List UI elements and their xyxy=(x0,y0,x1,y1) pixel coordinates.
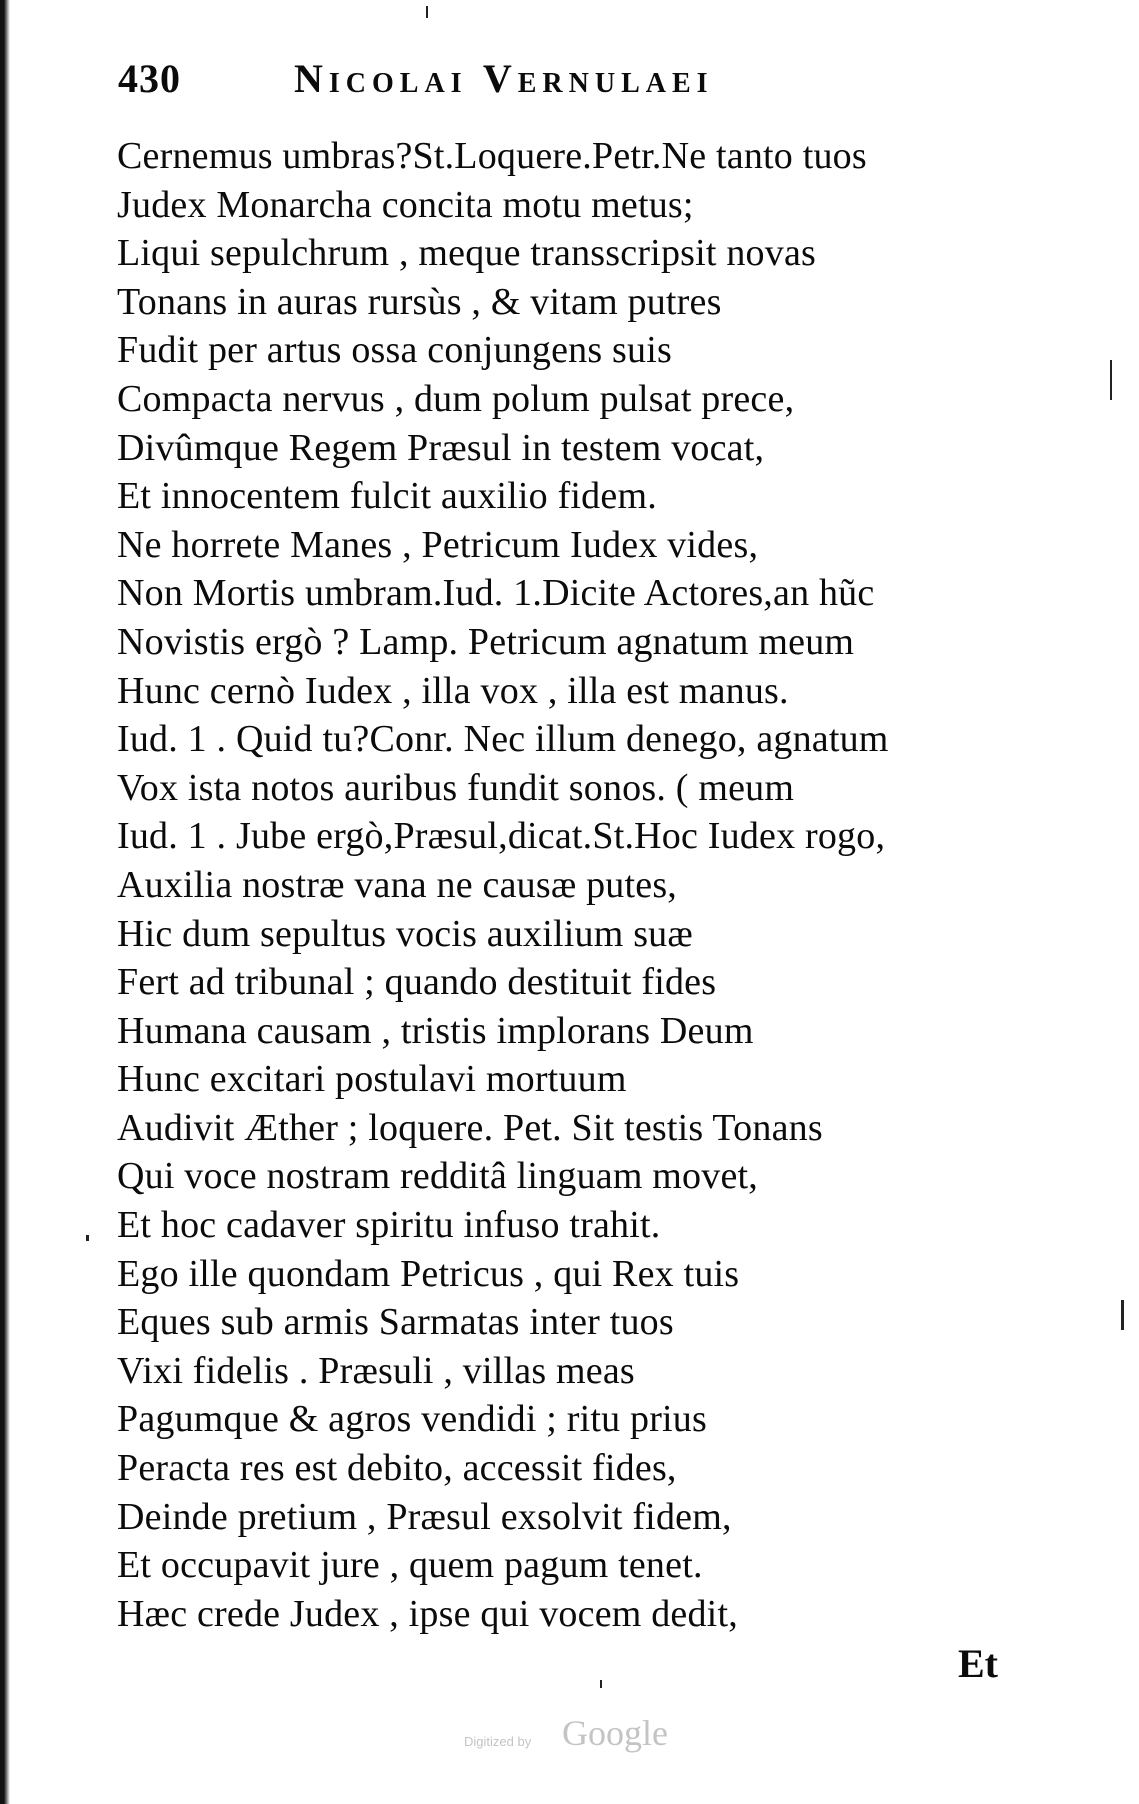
verse-line: Peracta res est debito, accessit fides, xyxy=(117,1447,677,1490)
verse-line: Fudit per artus ossa conjungens suis xyxy=(117,329,672,372)
verse-line: Hunc cernò Iudex , illa vox , illa est manus. xyxy=(117,669,789,712)
verse-line: Vox ista notos auribus fundit sonos. ( meum xyxy=(117,766,795,809)
watermark-small-text: Digitized by xyxy=(464,1734,532,1749)
verse-block xyxy=(117,132,1037,1638)
verse-line: Eques sub armis Sarmatas inter tuos xyxy=(117,1301,674,1344)
verse-line: Deinde pretium , Præsul exsolvit fidem, xyxy=(117,1495,732,1538)
verse-line: Liqui sepulchrum , meque transscripsit novas xyxy=(117,232,816,275)
verse-line: Qui voce nostram redditâ linguam movet, xyxy=(117,1155,758,1198)
page-binding-edge xyxy=(0,0,10,1804)
verse-line: Humana causam , tristis implorans Deum xyxy=(117,1009,754,1052)
verse-line: Non Mortis umbram.Iud. 1.Dicite Actores,an hũc xyxy=(117,572,875,615)
scan-speck xyxy=(426,6,428,18)
catchword: Et xyxy=(958,1641,998,1686)
verse-line: Iud. 1 . Quid tu?Conr. Nec illum denego, agnatum xyxy=(117,718,889,761)
verse-line: Divûmque Regem Præsul in testem vocat, xyxy=(117,426,765,469)
verse-line: Novistis ergò ? Lamp. Petricum agnatum meum xyxy=(117,620,855,663)
verse-line: Cernemus umbras?St.Loquere.Petr.Ne tanto tuos xyxy=(117,135,867,177)
verse-line: Pagumque & agros vendidi ; ritu prius xyxy=(117,1398,707,1441)
verse-line: Tonans in auras rursùs , & vitam putres xyxy=(117,280,722,323)
verse-line: Et innocentem fulcit auxilio fidem. xyxy=(117,475,657,518)
watermark-logo-text: Google xyxy=(562,1713,668,1753)
verse-line: Et occupavit jure , quem pagum tenet. xyxy=(117,1544,703,1587)
scan-speck xyxy=(86,1235,89,1241)
verse-line: Ego ille quondam Petricus , qui Rex tuis xyxy=(117,1252,740,1295)
verse-line: Hunc excitari postulavi mortuum xyxy=(117,1058,627,1101)
verse-line: Compacta nervus , dum polum pulsat prece, xyxy=(117,377,795,420)
verse-line: Iud. 1 . Jube ergò,Præsul,dicat.St.Hoc Iudex rogo, xyxy=(117,815,886,858)
verse-line: Audivit Æther ; loquere. Pet. Sit testis Tonans xyxy=(117,1106,823,1149)
digitization-watermark xyxy=(464,1712,704,1752)
verse-line: Ne horrete Manes , Petricum Iudex vides, xyxy=(117,523,759,566)
verse-line: Judex Monarcha concita motu metus; xyxy=(117,183,694,226)
scan-speck xyxy=(600,1680,602,1688)
scan-speck xyxy=(1121,1300,1124,1330)
page-number: 430 xyxy=(118,56,181,101)
page-header xyxy=(118,55,1018,115)
verse-line: Fert ad tribunal ; quando destituit fides xyxy=(117,961,717,1004)
running-head: Nicolai Vernulaei xyxy=(294,56,714,101)
verse-line: Hic dum sepultus vocis auxilium suæ xyxy=(117,912,693,955)
verse-line: Auxilia nostræ vana ne causæ putes, xyxy=(117,863,678,906)
verse-line: Hæc crede Judex , ipse qui vocem dedit, xyxy=(117,1592,738,1635)
verse-line: Vixi fidelis . Præsuli , villas meas xyxy=(117,1349,635,1392)
verse-line: Et hoc cadaver spiritu infuso trahit. xyxy=(117,1204,661,1247)
scan-speck xyxy=(1110,360,1112,400)
